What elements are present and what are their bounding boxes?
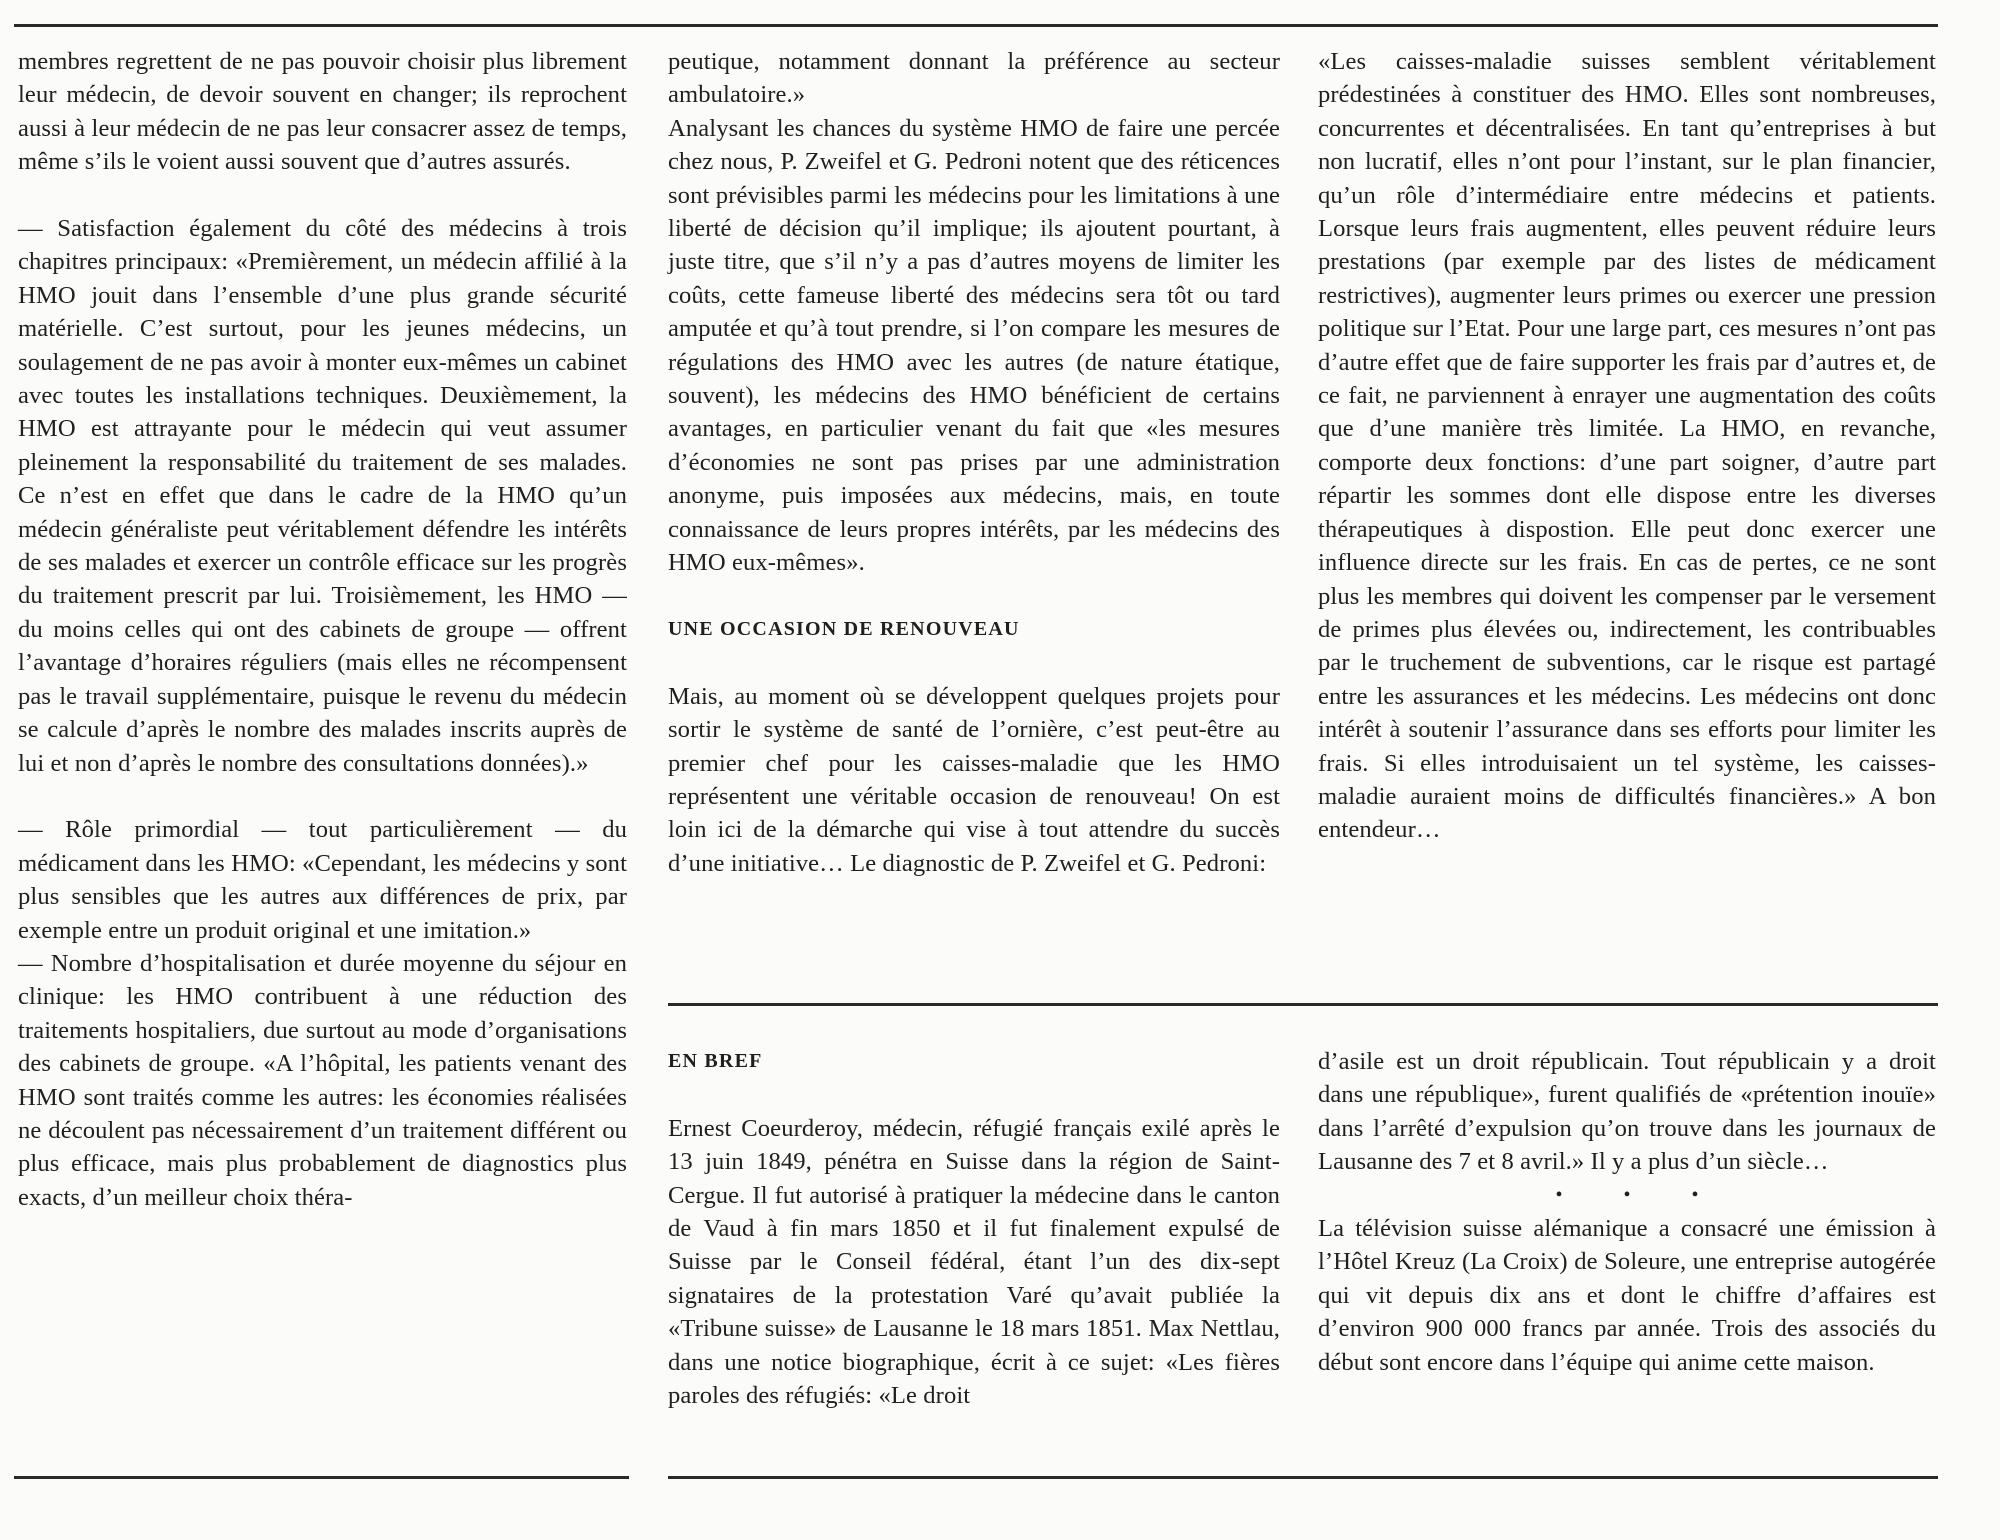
paragraph: peutique, notamment donnant la préférence au secteur ambulatoire.» [668,48,1280,109]
paragraph: — Satisfaction également du côté des médecins à trois chapitres principaux: «Premièrement, un médecin affilié à la HMO jouit dans l’ensemble d’une plus grande sécurité matérielle. C’est surtout, pour les jeunes médecins, un soulagement de ne pas avoir à monter eux-mêmes un cabinet avec toutes les installations techniques. Deuxièmement, la HMO est attrayante pour le médecin qui veut assumer pleinement la responsabilité du traitement de ses malades. Ce n’est en effet que dans le cadre de la HMO qu’un médecin généraliste peut véritablement défendre les intérêts de ses malades et exercer un contrôle efficace sur les progrès du traitement prescrit par lui. Troisièmement, les HMO — du moins celles qui ont des cabinets de groupe — offrent l’avantage d’horaires réguliers (mais elles ne récompensent pas le travail supplémentaire, puisque le revenu du médecin se calcule d’après le nombre des malades inscrits auprès de lui et non d’après le nombre des consultations données).» [18,215,627,777]
paragraph: membres regrettent de ne pas pouvoir choisir plus librement leur médecin, de devoir souvent en changer; ils reprochent aussi à leur médecin de ne pas leur consacrer assez de temps, même s’ils le voient aussi souvent que d’autres assurés. [18,48,627,176]
section-heading: UNE OCCASION DE RENOUVEAU [668,617,1020,640]
bottom-rule-left [14,1476,629,1479]
top-rule [14,24,1938,27]
paragraph: «Les caisses-maladie suisses semblent véritablement prédestinées à constituer des HMO. Elles sont nombreuses, concurrentes et décentralisées. En tant qu’entreprises à but non lucratif, elles n’ont pour l’instant, sur le plan financier, qu’un rôle d’intermédiaire entre médecins et patients. Lorsque leurs frais augmentent, elles peuvent réduire leurs prestations (par exemple par des listes de médicament restrictives), augmenter leurs primes ou exercer une pression politique sur l’Etat. Pour une large part, ces mesures n’ont pas d’autre effet que de faire supporter les frais par d’autres et, de ce fait, ne parviennent à enrayer une augmentation des coûts que d’une manière très limitée. La HMO, en revanche, comporte deux fonctions: d’une part soigner, d’autre part répartir les sommes dont elle dispose entre les diverses thérapeutiques à dispostion. Elle peut donc exercer une influence directe sur les frais. En cas de pertes, ce ne sont plus les membres qui doivent les compenser par le versement de primes plus élevées ou, indirectement, les contribuables par le truchement de subventions, car le risque est partagé entre les assurances et les médecins. Les médecins ont donc intérêt à soutenir l’assurance dans ses efforts pour limiter les frais. Si elles introduisaient un tel système, les caisses-maladie auraient moins de difficultés financières.» A bon entendeur… [1318,48,1936,844]
brief-heading: EN BREF [668,1050,763,1072]
separator-dots: • • • [1555,1183,1727,1206]
paragraph: d’asile est un droit républicain. Tout républicain y a droit dans une république», furent qualifiés de «prétention inouïe» dans l’arrêté d’expulsion qu’on trouve dans les journaux de Lausanne des 7 et 8 avril.» Il y a plus d’un siècle… [1318,1048,1936,1176]
paragraph: La télévision suisse alémanique a consacré une émission à l’Hôtel Kreuz (La Croix) de Soleure, une entreprise autogérée qui vit depuis dix ans et dont le chiffre d’affaires est d’environ 900 000 francs par année. Trois des associés du début sont encore dans l’équipe qui anime cette maison. [1318,1215,1936,1376]
column-1 [18,45,627,1214]
bottom-rule-right [668,1476,1938,1479]
brief-column-1 [668,1045,1280,1412]
column-2 [668,45,1280,880]
section-rule [668,1003,1938,1006]
brief-column-2 [1318,1045,1936,1379]
paragraph: — Rôle primordial — tout particulièrement — du médicament dans les HMO: «Cependant, les médecins y sont plus sensibles que les autres aux différences de prix, par exemple entre un produit original et une imitation.» [18,816,627,944]
paragraph: Analysant les chances du système HMO de faire une percée chez nous, P. Zweifel et G. Pedroni notent que des réticences sont prévisibles parmi les médecins pour les limitations à une liberté de décision qu’il implique; ils ajoutent pourtant, à juste titre, que s’il n’y a pas d’autres moyens de limiter les coûts, cette fameuse liberté des médecins sera tôt ou tard amputée et qu’à tout prendre, si l’on compare les mesures de régulations des HMO avec les autres (de nature étatique, souvent), les médecins des HMO bénéficient de certains avantages, en particulier venant du fait que «les mesures d’économies ne sont pas prises par une administration anonyme, puis imposées aux médecins, mais, en toute connaissance de leurs propres intérêts, par les médecins des HMO eux-mêmes». [668,114,1280,577]
column-3 [1318,45,1936,847]
paragraph: Mais, au moment où se développent quelques projets pour sortir le système de santé de l’ornière, c’est peut-être au premier chef pour les caisses-maladie que les HMO représentent une véritable occasion de renouveau! On est loin ici de la démarche qui vise à tout attendre du succès d’une initiative… Le diagnostic de P. Zweifel et G. Pedroni: [668,682,1280,877]
paragraph: Ernest Coeurderoy, médecin, réfugié français exilé après le 13 juin 1849, pénétra en Suisse dans la région de Saint-Cergue. Il fut autorisé à pratiquer la médecine dans le canton de Vaud à fin mars 1850 et il fut finalement expulsé de Suisse par le Conseil fédéral, étant l’un des dix-sept signataires de la protestation Varé qu’avait publiée la «Tribune suisse» de Lausanne le 18 mars 1851. Max Nettlau, dans une notice biographique, écrit à ce sujet: «Les fières paroles des réfugiés: «Le droit [668,1114,1280,1410]
paragraph: — Nombre d’hospitalisation et durée moyenne du séjour en clinique: les HMO contribuent à une réduction des traitements hospitaliers, due surtout au mode d’organisations des cabinets de groupe. «A l’hôpital, les patients venant des HMO sont traités comme les autres: les économies réalisées ne découlent pas nécessairement d’un traitement différent ou plus efficace, mais plus probablement de diagnostics plus exacts, d’un meilleur choix théra- [18,949,627,1211]
